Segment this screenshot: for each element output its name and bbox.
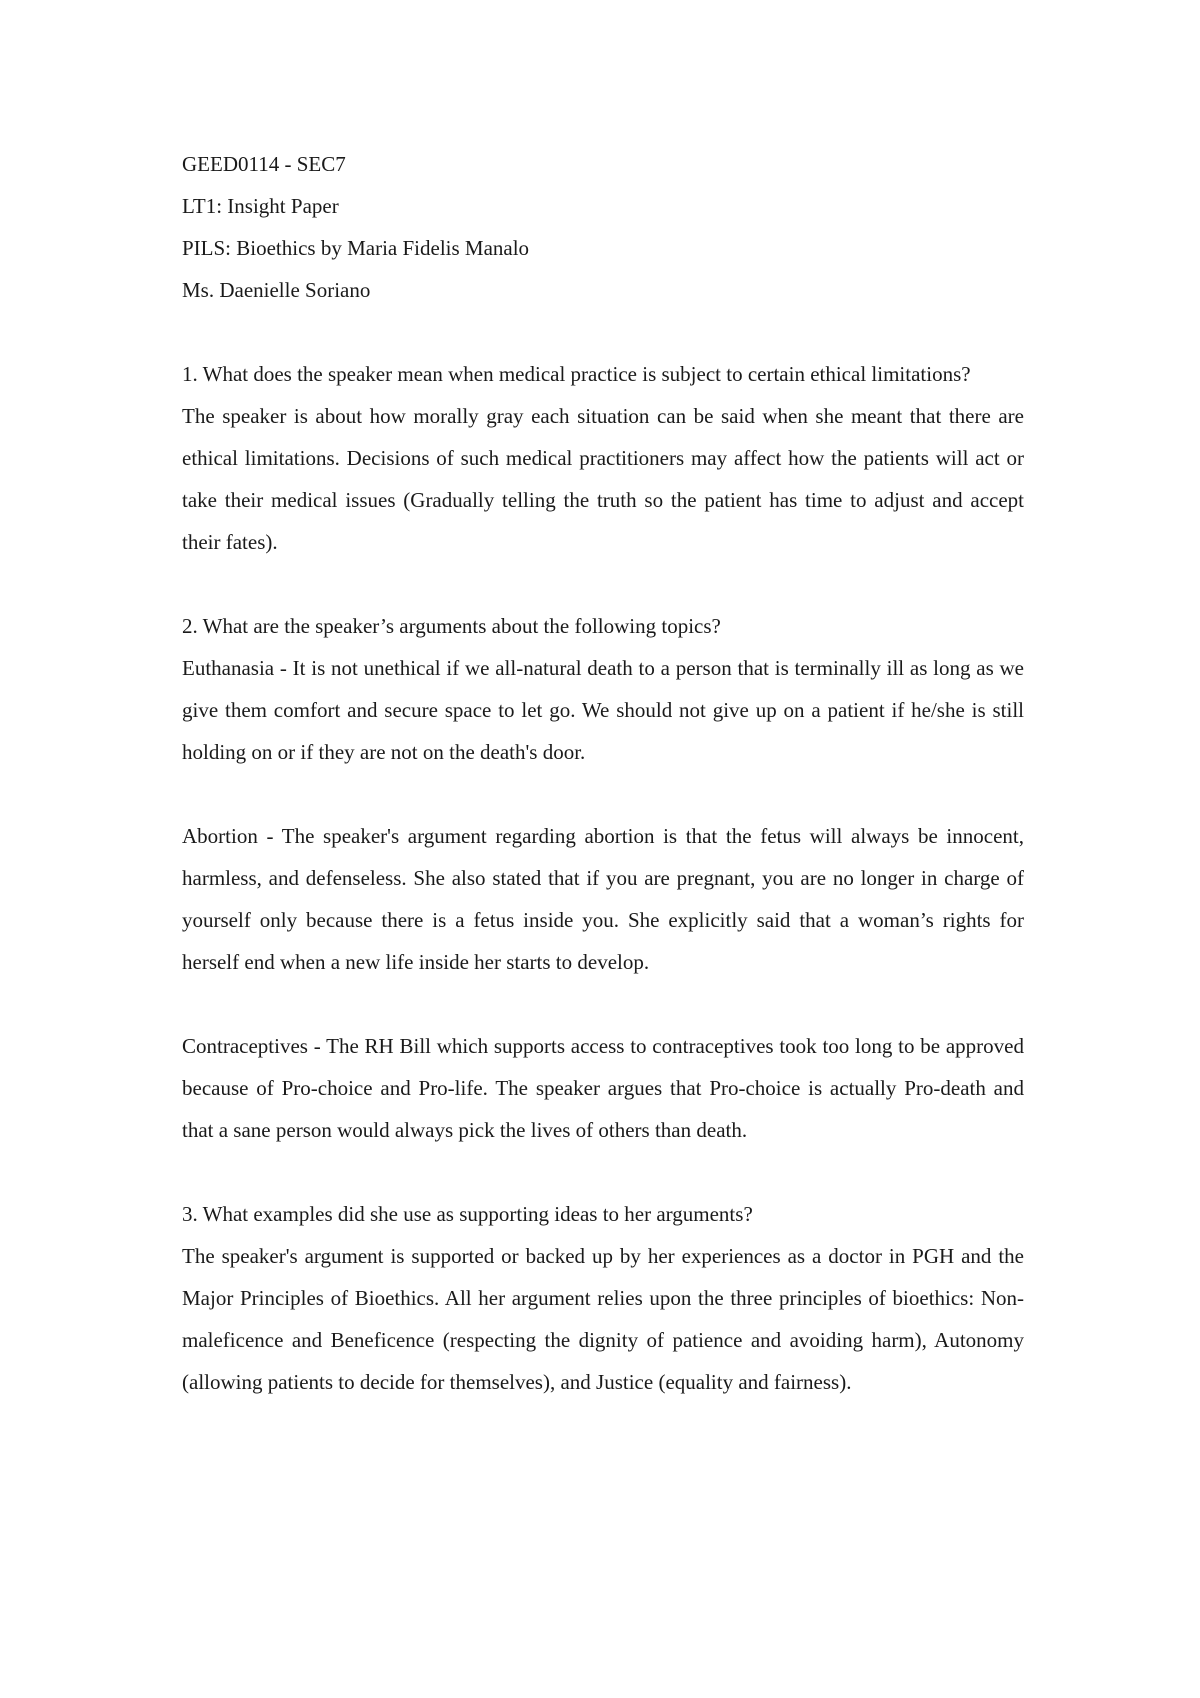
question-3: 3. What examples did she use as supporting ideas to her arguments? <box>182 1202 753 1226</box>
topic-title: PILS: Bioethics by Maria Fidelis Manalo <box>182 236 530 260</box>
answer-3: The speaker's argument is supported or backed up by her experiences as a doctor in PGH and the Major Principles of Bioethics. All her argument relies upon the three principles of bioethics: Non-maleficence and Beneficence (respecting the dignity of patience and avoiding harm), Autonomy (allowing patients to decide for themselves), and Justice (equality and fairness). <box>182 1244 1024 1394</box>
instructor-name: Ms. Daenielle Soriano <box>182 278 371 302</box>
course-code: GEED0114 - SEC7 <box>182 152 346 176</box>
document-body <box>182 143 1024 1403</box>
question-section-2 <box>182 605 1024 1151</box>
document-header <box>182 143 1024 311</box>
topic-contraceptives <box>182 1025 1024 1151</box>
question-section-1 <box>182 353 1024 563</box>
answer-contraceptives: Contraceptives - The RH Bill which supports access to contraceptives took too long to be approved because of Pro-choice and Pro-life. The speaker argues that Pro-choice is actually Pro-death and that a sane person would always pick the lives of others than death. <box>182 1034 1024 1142</box>
answer-euthanasia: Euthanasia - It is not unethical if we all-natural death to a person that is terminally ill as long as we give them comfort and secure space to let go. We should not give up on a patient if he/she is still holding on or if they are not on the death's door. <box>182 656 1024 764</box>
answer-abortion: Abortion - The speaker's argument regarding abortion is that the fetus will always be innocent, harmless, and defenseless. She also stated that if you are pregnant, you are no longer in charge of yourself only because there is a fetus inside you. She explicitly said that a woman’s rights for herself end when a new life inside her starts to develop. <box>182 824 1024 974</box>
assignment-title: LT1: Insight Paper <box>182 194 339 218</box>
question-1: 1. What does the speaker mean when medical practice is subject to certain ethical limitations? <box>182 362 971 386</box>
topic-euthanasia <box>182 647 1024 773</box>
answer-1: The speaker is about how morally gray each situation can be said when she meant that there are ethical limitations. Decisions of such medical practitioners may affect how the patients will act or take their medical issues (Gradually telling the truth so the patient has time to adjust and accept their fates). <box>182 404 1024 554</box>
topic-abortion <box>182 815 1024 983</box>
question-2: 2. What are the speaker’s arguments about the following topics? <box>182 614 721 638</box>
question-section-3 <box>182 1193 1024 1403</box>
